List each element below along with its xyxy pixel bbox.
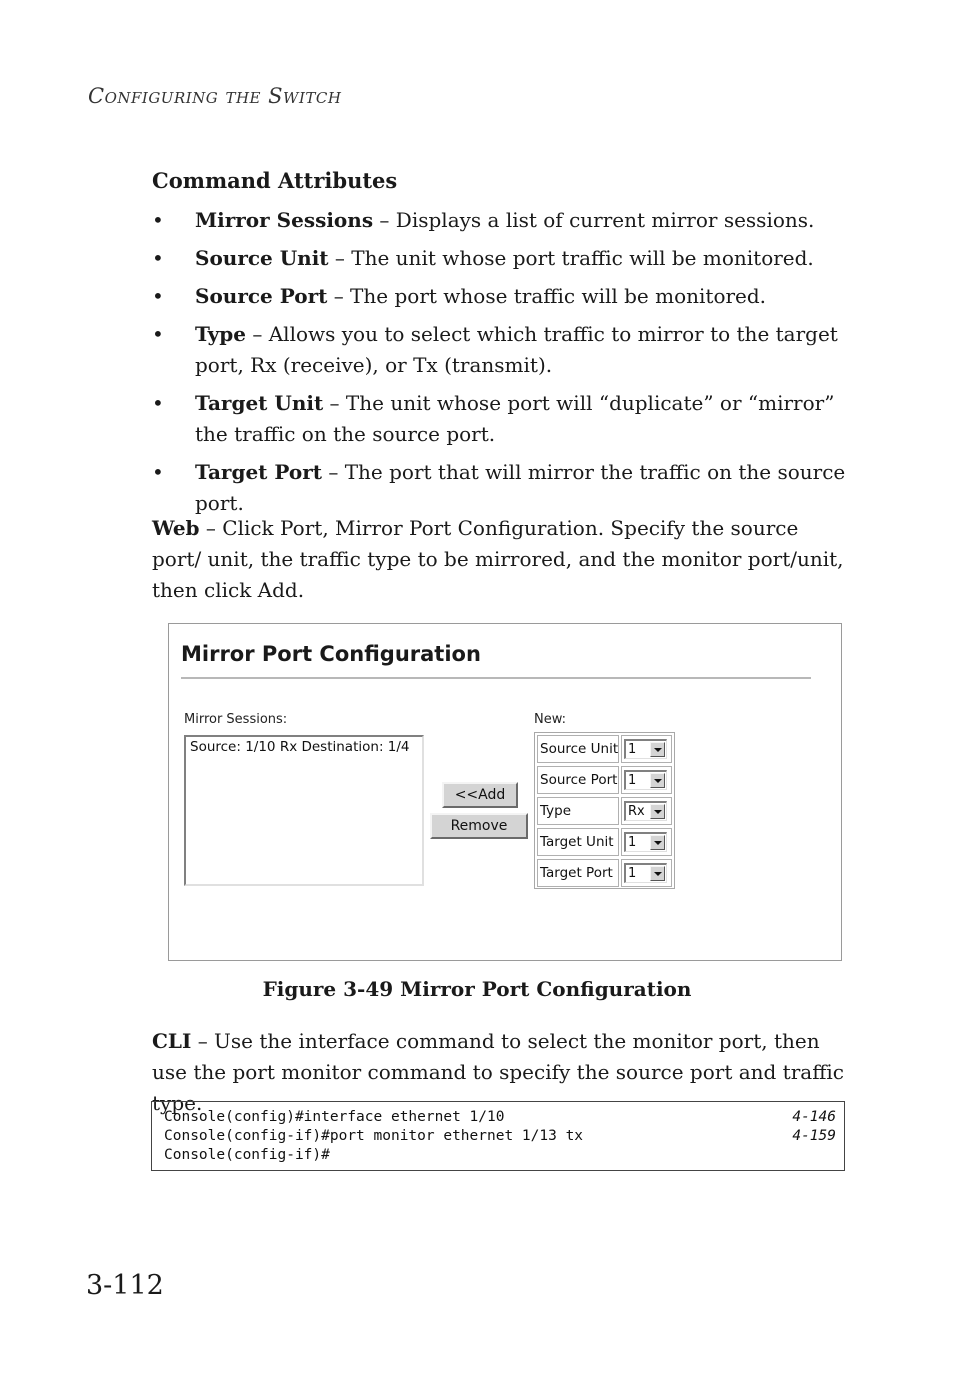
bullet-glyph: • [152, 391, 164, 415]
list-item[interactable]: Source: 1/10 Rx Destination: 1/4 [190, 739, 410, 755]
target-port-label: Target Port [537, 859, 619, 887]
type-value: Rx [628, 804, 645, 819]
chevron-down-icon[interactable] [650, 866, 665, 881]
attribute-desc: – The unit whose port traffic will be monitored. [328, 246, 814, 270]
list-item [152, 319, 852, 381]
attribute-term: Target Unit [195, 391, 324, 415]
code-reference: 4-159 [792, 1128, 836, 1144]
type-cell [621, 797, 672, 825]
source-unit-label: Source Unit [537, 735, 619, 763]
attribute-desc: – The unit whose port will “duplicate” or “mirror” the traffic on the source port. [195, 391, 835, 446]
bullet-glyph: • [152, 284, 164, 308]
mirror-sessions-listbox[interactable] [184, 735, 424, 886]
bullet-glyph: • [152, 460, 164, 484]
figure-caption: Figure 3-49 Mirror Port Configuration [262, 977, 692, 1001]
mirror-port-config-screenshot [168, 623, 842, 961]
attribute-desc: – The port whose traffic will be monitored. [327, 284, 767, 308]
target-unit-select[interactable] [624, 832, 667, 852]
list-item [152, 205, 852, 236]
page-number: 3-112 [86, 1270, 164, 1301]
table-row [537, 797, 672, 825]
cli-code-block [151, 1101, 845, 1171]
chevron-down-icon[interactable] [650, 804, 665, 819]
new-session-table [534, 732, 675, 889]
type-label: Type [537, 797, 619, 825]
bullet-glyph: • [152, 208, 164, 232]
chevron-down-icon[interactable] [650, 835, 665, 850]
web-instructions [152, 513, 852, 606]
figure-page-title: Mirror Port Configuration [181, 642, 481, 666]
chevron-down-icon[interactable] [650, 773, 665, 788]
target-unit-cell [621, 828, 672, 856]
attribute-desc: – The port that will mirror the traffic on the source port. [195, 460, 846, 515]
attribute-term: Target Port [195, 460, 322, 484]
table-row [537, 766, 672, 794]
source-port-label: Source Port [537, 766, 619, 794]
running-head: Configuring the Switch [88, 84, 342, 108]
new-label: New: [534, 712, 567, 727]
source-port-cell [621, 766, 672, 794]
source-unit-cell [621, 735, 672, 763]
source-unit-select[interactable] [624, 739, 667, 759]
cli-term: CLI [152, 1029, 192, 1053]
source-unit-value: 1 [628, 742, 637, 757]
code-line: Console(config-if)# [164, 1147, 330, 1163]
type-select[interactable] [624, 801, 667, 821]
list-item [152, 281, 852, 312]
code-line: Console(config-if)#port monitor ethernet 1/13 tx [164, 1128, 584, 1144]
target-unit-label: Target Unit [537, 828, 619, 856]
target-unit-value: 1 [628, 835, 637, 850]
bullet-glyph: • [152, 322, 164, 346]
title-divider [181, 677, 811, 679]
attribute-term: Type [195, 322, 247, 346]
source-port-value: 1 [628, 773, 637, 788]
list-item [152, 388, 852, 450]
bullet-glyph: • [152, 246, 164, 270]
table-row [537, 859, 672, 887]
attribute-desc: – Displays a list of current mirror sessions. [373, 208, 815, 232]
attribute-desc: – Allows you to select which traffic to mirror to the target port, Rx (receive), or Tx (transmit). [195, 322, 838, 377]
table-row [537, 828, 672, 856]
web-text: – Click Port, Mirror Port Configuration. Specify the source port/ unit, the traffic type to be mirrored, and the monitor port/unit, then click Add. [152, 516, 844, 602]
mirror-sessions-label: Mirror Sessions: [184, 712, 288, 727]
table-row [537, 735, 672, 763]
code-reference: 4-146 [792, 1109, 836, 1125]
target-port-value: 1 [628, 866, 637, 881]
attribute-term: Mirror Sessions [195, 208, 374, 232]
cli-text: – Use the interface command to select the monitor port, then use the port monitor command to specify the source port and traffic type. [152, 1029, 845, 1115]
code-line: Console(config)#interface ethernet 1/10 [164, 1109, 505, 1125]
target-port-cell [621, 859, 672, 887]
remove-button[interactable]: Remove [430, 813, 528, 839]
list-item [152, 457, 852, 519]
web-term: Web [152, 516, 200, 540]
attribute-term: Source Port [195, 284, 328, 308]
source-port-select[interactable] [624, 770, 667, 790]
add-button[interactable]: <<Add [442, 782, 518, 808]
chevron-down-icon[interactable] [650, 742, 665, 757]
target-port-select[interactable] [624, 863, 667, 883]
attribute-list [152, 205, 852, 526]
attribute-term: Source Unit [195, 246, 329, 270]
list-item [152, 243, 852, 274]
section-title: Command Attributes [152, 168, 398, 193]
